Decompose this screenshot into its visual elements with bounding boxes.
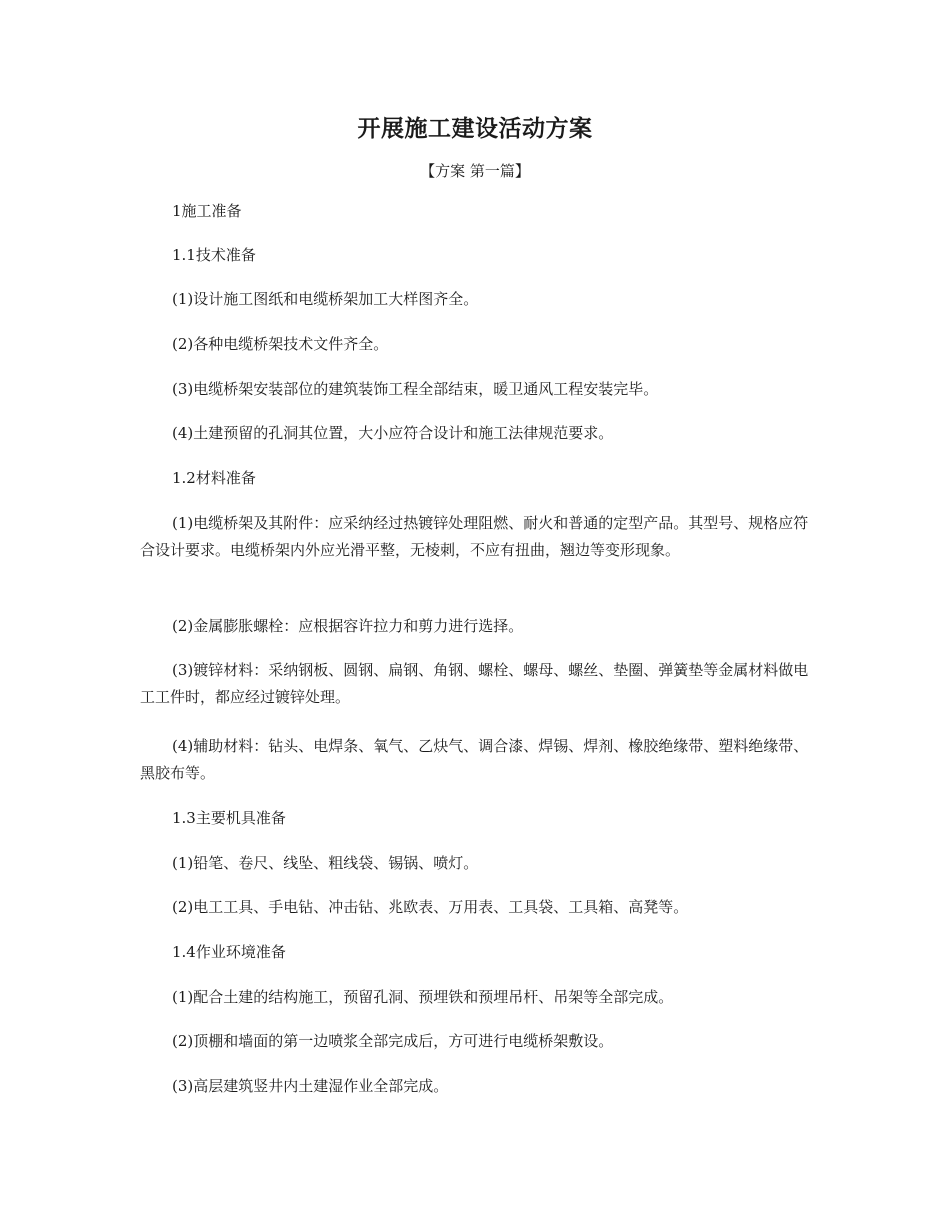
document-subtitle: 【方案 第一篇】 — [420, 162, 530, 180]
paragraph: (3)镀锌材料：采纳钢板、圆钢、扁钢、角钢、螺栓、螺母、螺丝、垫圈、弹簧垫等金属材料做电工工件时，都应经过镀锌处理。 — [140, 661, 809, 706]
paragraph: (2)电工工具、手电钻、冲击钻、兆欧表、万用表、工具袋、工具箱、高凳等。 — [172, 898, 689, 916]
paragraph: (3)高层建筑竖井内土建湿作业全部完成。 — [172, 1077, 449, 1095]
paragraph: (3)电缆桥架安装部位的建筑装饰工程全部结束，暖卫通风工程安装完毕。 — [172, 380, 659, 398]
paragraph: (2)金属膨胀螺栓：应根据容许拉力和剪力进行选择。 — [172, 617, 524, 635]
subsection-heading: 1.1技术准备 — [172, 246, 256, 264]
paragraph: (1)设计施工图纸和电缆桥架加工大样图齐全。 — [172, 290, 479, 308]
subsection-heading: 1.3主要机具准备 — [172, 809, 286, 827]
paragraph: (2)各种电缆桥架技术文件齐全。 — [172, 335, 389, 353]
paragraph: (4)土建预留的孔洞其位置，大小应符合设计和施工法律规范要求。 — [172, 424, 614, 442]
paragraph: (1)电缆桥架及其附件：应采纳经过热镀锌处理阻燃、耐火和普通的定型产品。其型号、规格应符合设计要求。电缆桥架内外应光滑平整，无棱刺，不应有扭曲，翘边等变形现象。 — [140, 514, 809, 559]
paragraph: (1)配合土建的结构施工，预留孔洞、预埋铁和预埋吊杆、吊架等全部完成。 — [172, 988, 674, 1006]
paragraph: (4)辅助材料：钻头、电焊条、氧气、乙炔气、调合漆、焊锡、焊剂、橡胶绝缘带、塑料绝缘带、黑胶布等。 — [140, 737, 809, 782]
subsection-heading: 1.4作业环境准备 — [172, 943, 286, 961]
document-title: 开展施工建设活动方案 — [357, 115, 593, 142]
paragraph: (2)顶棚和墙面的第一边喷浆全部完成后，方可进行电缆桥架敷设。 — [172, 1032, 614, 1050]
section-heading: 1施工准备 — [172, 202, 242, 220]
subsection-heading: 1.2材料准备 — [172, 469, 256, 487]
paragraph: (1)铅笔、卷尺、线坠、粗线袋、锡锅、喷灯。 — [172, 854, 479, 872]
